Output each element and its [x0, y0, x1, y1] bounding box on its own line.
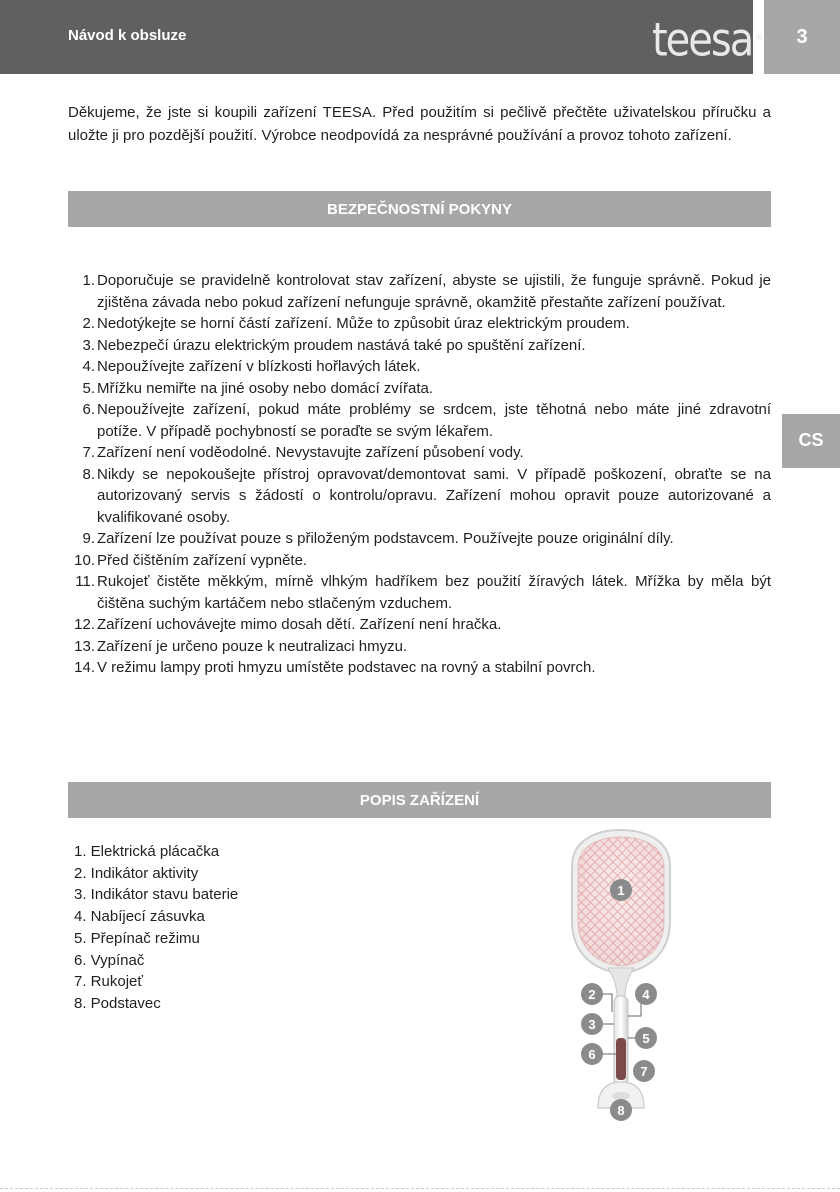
- safety-item-text: Nedotýkejte se horní částí zařízení. Může to způsobit úraz elektrickým proudem.: [97, 315, 630, 332]
- page-number: 3: [796, 26, 808, 48]
- safety-item: [68, 335, 771, 357]
- safety-item-text: Před čištěním zařízení vypněte.: [97, 551, 308, 569]
- svg-text:7: 7: [640, 1064, 648, 1079]
- safety-item: [68, 657, 771, 679]
- svg-text:3: 3: [588, 1017, 596, 1032]
- callout-2: [581, 983, 603, 1005]
- safety-item: [68, 571, 771, 614]
- safety-item-text: Rukojeť čistěte měkkým, mírně vlhkým hadříkem bez použití žíravých látek. Mřížka by měla být čištěna suchým kartáčem nebo stlačeným vzduchem.: [97, 573, 771, 612]
- logo-text: teesa: [652, 14, 753, 67]
- callout-4: [635, 983, 657, 1005]
- safety-item: [68, 464, 771, 529]
- svg-text:6: 6: [588, 1047, 596, 1062]
- safety-item-number: 14.: [74, 659, 95, 676]
- parts-list: [74, 841, 238, 1015]
- safety-item-text: Zařízení není voděodolné. Nevystavujte zařízení působení vody.: [97, 444, 524, 461]
- teesa-logo: [652, 14, 764, 67]
- safety-item-text: Zařízení uchovávejte mimo dosah dětí. Zařízení není hračka.: [97, 616, 502, 633]
- intro-paragraph: Děkujeme, že jste si koupili zařízení TEESA. Před použitím si pečlivě přečtěte uživatelskou příručku a uložte ji pro pozdější použití. Výrobce neodpovídá za nesprávné používání a provoz tohoto zařízení.: [68, 104, 771, 144]
- safety-item-number: 11.: [75, 573, 95, 590]
- description-section-heading: POPIS ZAŘÍZENÍ: [68, 782, 771, 818]
- safety-item-number: 5.: [82, 379, 95, 397]
- safety-item-text: Zařízení je určeno pouze k neutralizaci hmyzu.: [97, 637, 408, 655]
- safety-item-number: 8.: [82, 465, 95, 483]
- callout-8: [610, 1099, 632, 1121]
- safety-section-heading: BEZPEČNOSTNÍ POKYNY: [68, 191, 771, 227]
- header-title: Návod k obsluze: [68, 27, 187, 44]
- safety-item-text: Nebezpečí úrazu elektrickým proudem nastává také po spuštění zařízení.: [97, 336, 586, 354]
- svg-text:1: 1: [617, 883, 625, 898]
- safety-item: [68, 636, 771, 658]
- safety-item-number: 13.: [74, 637, 95, 655]
- safety-item-text: Doporučuje se pravidelně kontrolovat stav zařízení, abyste se ujistili, že funguje správně. Pokud je zjištěna závada nebo pokud zařízení nefunguje správně, okamžitě přestaňte zařízení používat.: [97, 272, 771, 311]
- part-item: 2. Indikátor aktivity: [74, 864, 199, 882]
- safety-item-number: 10.: [74, 551, 95, 569]
- page-number-tab: [764, 0, 840, 74]
- safety-item: [68, 528, 771, 550]
- safety-item-text: Zařízení lze používat pouze s přiloženým podstavcem. Používejte pouze originální díly.: [97, 530, 674, 547]
- safety-item-text: Nepoužívejte zařízení, pokud máte problémy se srdcem, jste těhotná nebo máte jiné zdravotní potíže. V případě pochybností se poraďte se svým lékařem.: [97, 401, 771, 440]
- safety-item: [68, 614, 771, 636]
- safety-instructions-list: [68, 270, 771, 679]
- callout-6: [581, 1043, 603, 1065]
- safety-item: [68, 399, 771, 442]
- safety-item: [68, 356, 771, 378]
- safety-item-number: 2.: [82, 315, 95, 332]
- part-item: 5. Přepínač režimu: [74, 929, 200, 947]
- safety-item-text: Nikdy se nepokoušejte přístroj opravovat/demontovat sami. V případě poškození, obraťte se na autorizovaný servis s žádostí o kontrolu/opravu. Zařízení mohou opravit pouze autorizované a kvalifikované osoby.: [97, 465, 771, 526]
- safety-item: [68, 313, 771, 335]
- bottom-rule: [0, 1188, 840, 1189]
- safety-item-number: 9.: [82, 530, 95, 547]
- part-item: 3. Indikátor stavu baterie: [74, 886, 239, 904]
- safety-item: [68, 270, 771, 313]
- safety-item-text: Mřížku nemiřte na jiné osoby nebo domácí zvířata.: [97, 379, 433, 397]
- safety-item-number: 3.: [82, 336, 95, 354]
- callout-1: [610, 879, 632, 901]
- safety-item: [68, 550, 771, 572]
- language-tab: [782, 414, 840, 468]
- registered-mark: ®: [755, 32, 764, 43]
- safety-item-text: V režimu lampy proti hmyzu umístěte podstavec na rovný a stabilní povrch.: [97, 659, 596, 676]
- safety-item-number: 12.: [74, 616, 95, 633]
- callout-7: [633, 1060, 655, 1082]
- safety-item-number: 1.: [82, 272, 95, 289]
- language-label: CS: [798, 430, 824, 450]
- power-switch: [616, 1038, 626, 1080]
- safety-item-number: 6.: [82, 401, 95, 418]
- part-item: 4. Nabíjecí zásuvka: [74, 908, 205, 926]
- part-item: 8. Podstavec: [74, 994, 161, 1012]
- svg-text:4: 4: [642, 987, 650, 1002]
- svg-text:2: 2: [588, 987, 596, 1002]
- device-illustration: [550, 826, 700, 1126]
- safety-item-text: Nepoužívejte zařízení v blízkosti hořlavých látek.: [97, 358, 421, 375]
- page-header: [0, 0, 764, 74]
- callout-3: [581, 1013, 603, 1035]
- safety-item: [68, 378, 771, 400]
- part-item: 7. Rukojeť: [74, 973, 143, 991]
- svg-text:8: 8: [617, 1103, 625, 1118]
- safety-item-number: 4.: [82, 358, 95, 375]
- svg-text:5: 5: [642, 1031, 650, 1046]
- safety-item-number: 7.: [82, 444, 95, 461]
- safety-item: [68, 442, 771, 464]
- part-item: 6. Vypínač: [74, 951, 145, 969]
- part-item: 1. Elektrická plácačka: [74, 843, 220, 860]
- callout-5: [635, 1027, 657, 1049]
